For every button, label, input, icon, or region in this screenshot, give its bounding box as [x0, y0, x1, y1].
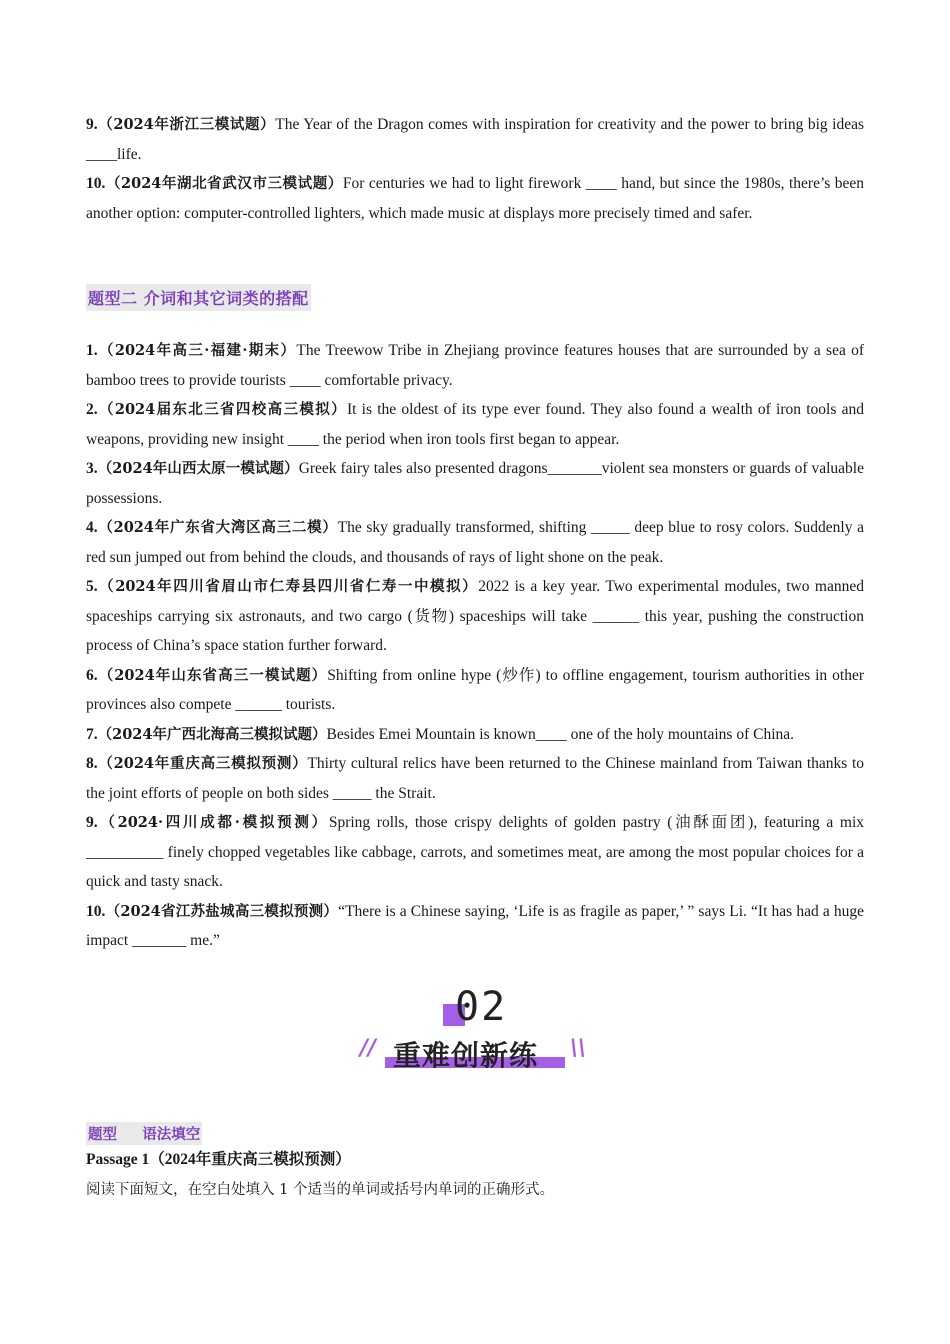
- question-item: [86, 572, 864, 661]
- question-number: 6.: [86, 666, 98, 684]
- question-text: The Treewow Tribe in Zhejiang province features houses that are surrounded by a sea of bamboo trees to provide tourists ____ comfortable privacy.: [86, 342, 865, 389]
- question-text: Shifting from online hype (炒作) to offline engagement, tourism authorities in other provinces also compete ______ tourists.: [86, 666, 864, 713]
- question-text: Thirty cultural relics have been returned to the Chinese mainland from Taiwan thanks to the joint efforts of people on both sides _____ the Strait.: [86, 755, 865, 802]
- question-source: （2024年四川省眉山市仁寿县四川省仁寿一中模拟）: [97, 578, 479, 595]
- question-number: 4.: [86, 519, 98, 536]
- banner-number: 02: [455, 984, 508, 1030]
- section2-questions: [86, 336, 864, 956]
- question-source: （2024年高三·福建·期末）: [97, 342, 297, 359]
- question-source: （2024年浙江三模试题）: [97, 116, 276, 133]
- question-item: [86, 897, 864, 956]
- question-number: 2.: [86, 401, 98, 418]
- question-source: （2024年湖北省武汉市三模试题）: [105, 175, 343, 192]
- passage-title: Passage 1（2024年重庆高三模拟预测）: [86, 1151, 351, 1168]
- question-text: It is the oldest of its type ever found. They also found a wealth of iron tools and weapons, providing new insight ____ the period when iron tools first began to appear.: [86, 401, 865, 448]
- section-banner: [0, 984, 950, 1084]
- question-text: The Year of the Dragon comes with inspiration for creativity and the power to bring big ideas ____life.: [86, 116, 864, 163]
- question-number: 1.: [86, 342, 98, 359]
- question-text: Besides Emei Mountain is known____ one of the holy mountains of China.: [326, 725, 795, 743]
- question-item: [86, 395, 864, 454]
- question-number: 7.: [86, 725, 98, 743]
- question-item: [86, 808, 864, 897]
- passage-instruction: 阅读下面短文，在空白处填入 1 个适当的单词或括号内单词的正确形式。: [86, 1182, 554, 1198]
- question-source: （2024省江苏盐城高三模拟预测）: [105, 902, 339, 920]
- section3: [86, 1122, 864, 1206]
- question-text: For centuries we had to light firework ____ hand, but since the 1980s, there’s been another option: computer-controlled lighters, which made music at displays more precisely timed and safer.: [86, 175, 864, 222]
- question-number: 9.: [86, 116, 98, 133]
- section2-heading: [86, 284, 864, 310]
- question-source: （2024·四川成都·模拟预测）: [97, 814, 329, 831]
- question-text: 2022 is a key year. Two experimental modules, two manned spaceships carrying six astronauts, and two cargo (货物) spaceships will take ______ this year, pushing the construction process of China’s space station further forward.: [86, 578, 864, 654]
- document-page: [86, 110, 864, 956]
- section2-heading-label: 题型二 介词和其它词类的搭配: [86, 284, 311, 311]
- question-item: [86, 513, 864, 572]
- question-number: 9.: [86, 814, 98, 831]
- section1-tail: [86, 110, 864, 228]
- question-item: [86, 169, 864, 228]
- question-number: 10.: [86, 902, 106, 920]
- question-item: [86, 454, 864, 513]
- banner-title: 重难创新练: [393, 1039, 539, 1072]
- question-number: 10.: [86, 175, 106, 192]
- question-source: （2024年广东省大湾区高三二模）: [97, 519, 338, 536]
- question-text: Greek fairy tales also presented dragons_______violent sea monsters or guards of valuable possessions.: [86, 460, 864, 507]
- question-source: （2024届东北三省四校高三模拟）: [97, 401, 347, 418]
- question-source: （2024年重庆高三模拟预测）: [97, 755, 308, 772]
- question-source: （2024年山西太原一模试题）: [97, 460, 299, 477]
- question-item: [86, 661, 864, 720]
- question-source: （2024年广西北海高三模拟试题）: [97, 725, 327, 743]
- banner-right-slash-icon: \\: [570, 1036, 587, 1061]
- banner-left-slash-icon: //: [360, 1036, 377, 1061]
- section3-heading: 题型 语法填空: [86, 1122, 202, 1145]
- question-number: 8.: [86, 755, 98, 772]
- question-item: [86, 720, 864, 750]
- question-number: 3.: [86, 460, 98, 477]
- question-source: （2024年山东省高三一模试题）: [97, 666, 328, 684]
- question-text: “There is a Chinese saying, ‘Life is as fragile as paper,’ ” says Li. “It has had a huge impact _______ me.”: [86, 902, 864, 949]
- question-item: [86, 336, 864, 395]
- question-number: 5.: [86, 578, 98, 595]
- question-item: [86, 749, 864, 808]
- question-text: Spring rolls, those crispy delights of golden pastry (油酥面团), featuring a mix __________ finely chopped vegetables like cabbage, carrots, and sometimes meat, are among the most popular choices for a quick and tasty snack.: [86, 814, 865, 890]
- question-item: [86, 110, 864, 169]
- question-text: The sky gradually transformed, shifting _____ deep blue to rosy colors. Suddenly a red sun jumped out from behind the clouds, and thousands of rays of light shone on the peak.: [86, 519, 864, 566]
